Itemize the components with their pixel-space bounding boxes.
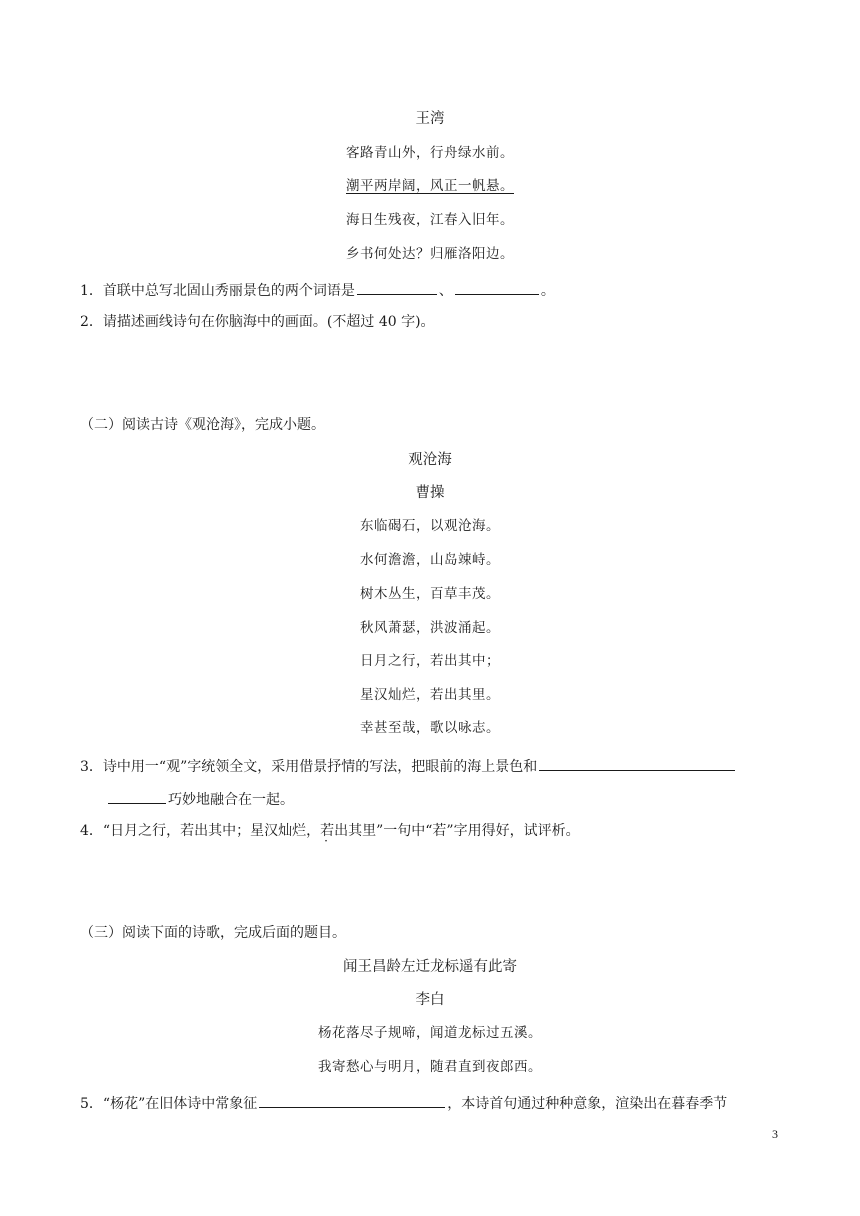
poem1-line-2 bbox=[0, 177, 860, 195]
poem1-line-3: 海日生残夜，江春入旧年。 bbox=[346, 212, 514, 228]
poem2-line-6: 星汉灿烂，若出其里。 bbox=[360, 687, 500, 703]
question-5-number: 5． bbox=[80, 1096, 103, 1112]
poem2-line-2: 水何澹澹，山岛竦峙。 bbox=[360, 552, 500, 568]
poem1-line-4: 乡书何处达？归雁洛阳边。 bbox=[346, 246, 514, 262]
question-3-number: 3． bbox=[80, 759, 103, 775]
poem3-line-1: 杨花落尽子规啼，闻道龙标过五溪。 bbox=[318, 1025, 542, 1041]
poem2-line-5: 日月之行，若出其中； bbox=[360, 653, 500, 669]
question-2-number: 2． bbox=[80, 314, 103, 330]
question-1 bbox=[80, 280, 555, 300]
poem2-line-4: 秋风萧瑟，洪波涌起。 bbox=[360, 620, 500, 636]
question-2 bbox=[80, 313, 435, 331]
section-3-intro: （三）阅读下面的诗歌，完成后面的题目。 bbox=[80, 925, 346, 941]
section-3-title: 闻王昌龄左迁龙标遥有此寄 bbox=[343, 959, 517, 975]
question-1-sep: 、 bbox=[438, 283, 453, 299]
section-3-author: 李白 bbox=[415, 992, 445, 1008]
question-5 bbox=[80, 1093, 727, 1113]
question-3 bbox=[80, 756, 737, 776]
question-3-text-2: 巧妙地融合在一起。 bbox=[168, 792, 294, 808]
poem1-line-1: 客路青山外，行舟绿水前。 bbox=[346, 145, 514, 161]
answer-blank-3b[interactable] bbox=[108, 789, 166, 804]
section-2-intro: （二）阅读古诗《观沧海》，完成小题。 bbox=[80, 417, 325, 433]
question-1-text: 首联中总写北固山秀丽景色的两个词语是 bbox=[102, 283, 355, 299]
poem2-line-3: 树木丛生，百草丰茂。 bbox=[360, 586, 500, 602]
underlined-verse: 潮平两岸阔，风正一帆悬。 bbox=[346, 178, 514, 194]
answer-blank-5[interactable] bbox=[259, 1093, 445, 1108]
question-5-text-a: “杨花”在旧体诗中常象征 bbox=[102, 1096, 258, 1112]
poem1-title: 王湾 bbox=[415, 111, 445, 127]
poem2-line-1: 东临碣石，以观沧海。 bbox=[360, 518, 500, 534]
answer-blank-1a[interactable] bbox=[357, 280, 437, 295]
question-4-text-a: “日月之行，若出其中；星汉灿烂， bbox=[102, 823, 321, 839]
question-4-text-b: 出其里”一句中“若”字用得好，试评析。 bbox=[334, 823, 580, 839]
question-4 bbox=[80, 822, 580, 840]
section-2-author: 曹操 bbox=[415, 485, 445, 501]
question-5-text-b: ，本诗首句通过种种意象，渲染出在暮春季节 bbox=[447, 1096, 728, 1112]
poem3-line-2: 我寄愁心与明月，随君直到夜郎西。 bbox=[318, 1059, 542, 1075]
question-1-number: 1． bbox=[80, 283, 103, 299]
question-3-cont bbox=[108, 789, 294, 809]
question-1-end: 。 bbox=[540, 283, 555, 299]
poem2-line-7: 幸甚至哉，歌以咏志。 bbox=[360, 720, 500, 736]
question-3-text: 诗中用一“观”字统领全文，采用借景抒情的写法，把眼前的海上景色和 bbox=[102, 759, 538, 775]
section-2-title: 观沧海 bbox=[408, 452, 452, 468]
answer-blank-1b[interactable] bbox=[455, 280, 539, 295]
question-4-number: 4． bbox=[80, 823, 103, 839]
question-2-text: 请描述画线诗句在你脑海中的画面。(不超过 40 字)。 bbox=[102, 314, 435, 330]
emphasis-dotted-char: 若 bbox=[320, 823, 335, 839]
answer-blank-3a[interactable] bbox=[539, 756, 735, 771]
page-number: 3 bbox=[772, 1127, 778, 1141]
